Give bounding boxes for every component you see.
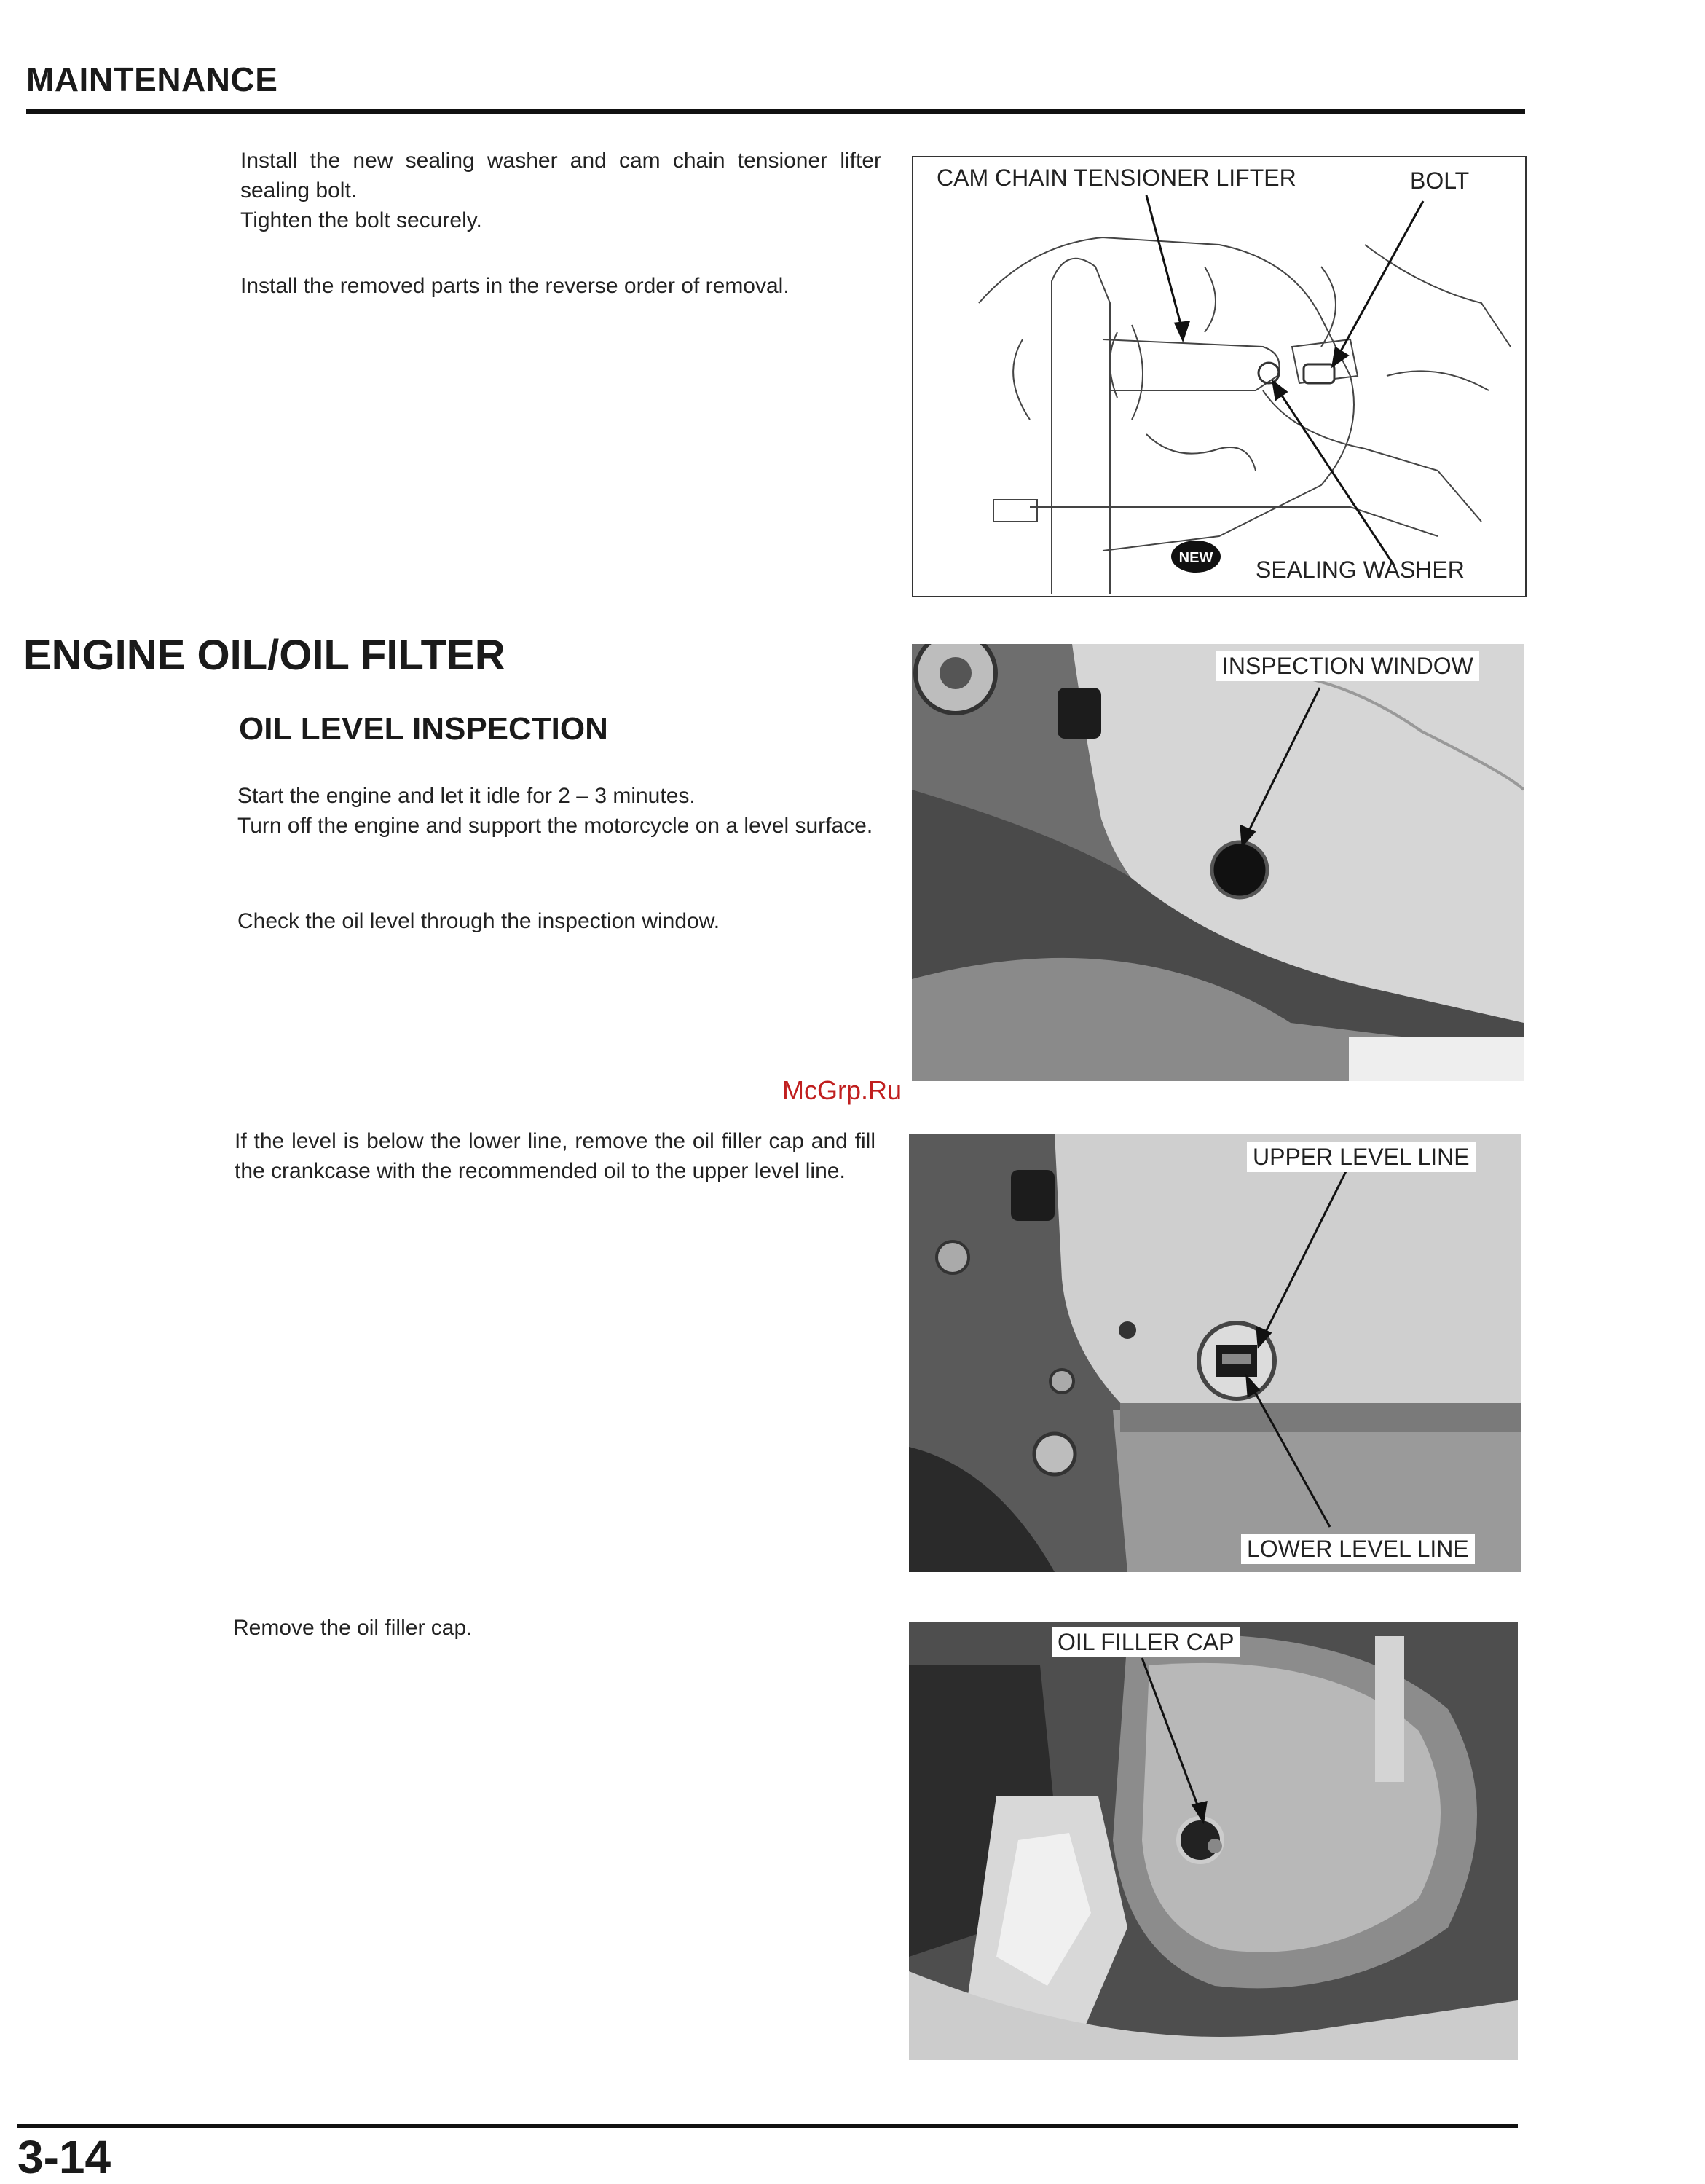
section-title: MAINTENANCE bbox=[26, 60, 278, 98]
figure-level-lines-photo bbox=[909, 1134, 1521, 1572]
label-cam-chain-tensioner-lifter: CAM CHAIN TENSIONER LIFTER bbox=[937, 165, 1296, 191]
paragraph-check-oil-level: Check the oil level through the inspection window. bbox=[237, 909, 720, 933]
label-bolt: BOLT bbox=[1410, 168, 1470, 194]
new-badge-icon bbox=[1171, 541, 1221, 573]
oil-filler-cap-photo bbox=[909, 1622, 1518, 2060]
footer-rule bbox=[17, 2124, 1518, 2128]
inspection-window-photo bbox=[912, 644, 1524, 1081]
paragraph-start-engine: Start the engine and let it idle for 2 – 3 minutes. Turn off the engine and support the motorcycle on a level surface. bbox=[237, 784, 873, 838]
tensioner-line-drawing bbox=[913, 157, 1525, 596]
paragraph-fill-crankcase: If the level is below the lower line, remove the oil filler cap and fill the crankcase with the recommended oil to the upper level line. bbox=[235, 1129, 875, 1183]
label-inspection-window: INSPECTION WINDOW bbox=[1216, 651, 1479, 681]
header-rule bbox=[26, 109, 1525, 114]
heading-oil-level-inspection: OIL LEVEL INSPECTION bbox=[239, 711, 608, 747]
paragraph-remove-filler-cap: Remove the oil filler cap. bbox=[233, 1616, 473, 1640]
figure-inspection-window-photo bbox=[912, 644, 1524, 1081]
label-lower-level-line: LOWER LEVEL LINE bbox=[1241, 1534, 1475, 1564]
heading-engine-oil-filter: ENGINE OIL/OIL FILTER bbox=[23, 632, 505, 679]
page-number: 3-14 bbox=[17, 2131, 111, 2183]
figure-oil-filler-cap-photo bbox=[909, 1622, 1518, 2060]
figure-cam-chain-tensioner bbox=[912, 156, 1527, 597]
svg-text:NEW: NEW bbox=[1178, 550, 1213, 566]
label-upper-level-line: UPPER LEVEL LINE bbox=[1247, 1142, 1476, 1172]
paragraph-install-washer: Install the new sealing washer and cam chain tensioner lifter sealing bolt. Tighten the bolt securely. bbox=[240, 149, 881, 232]
paragraph-install-removed-parts: Install the removed parts in the reverse order of removal. bbox=[240, 274, 790, 298]
level-lines-photo bbox=[909, 1134, 1521, 1572]
watermark-text: McGrp.Ru bbox=[782, 1075, 902, 1105]
label-oil-filler-cap: OIL FILLER CAP bbox=[1052, 1627, 1240, 1657]
label-sealing-washer: SEALING WASHER bbox=[1256, 557, 1465, 583]
